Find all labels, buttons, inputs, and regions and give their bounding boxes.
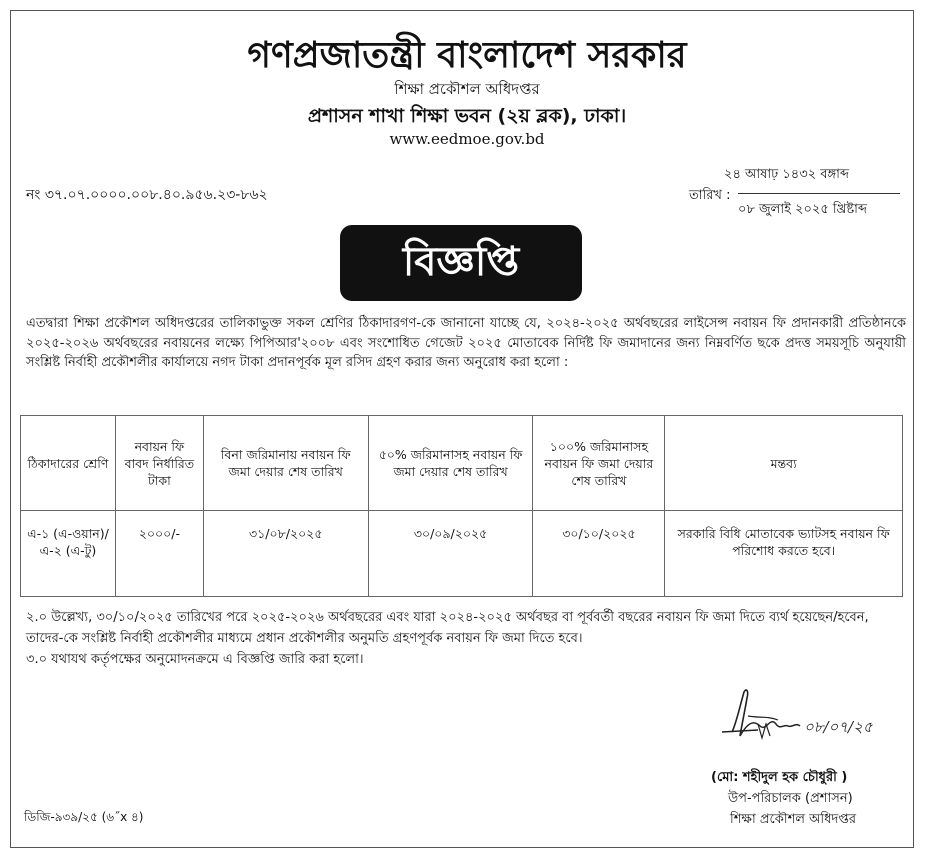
date-gregorian: ০৮ জুলাই ২০২৫ খ্রিষ্টাব্দ [738,202,868,217]
cell-deadline-no-fine: ৩১/০৮/২০২৫ [203,511,368,597]
header-remarks: মন্তব্য [665,416,903,511]
paragraph-intro: এতদ্বারা শিক্ষা প্রকৌশল অধিদপ্তরের তালিকাভুক্ত সকল শ্রেণির ঠিকাদারগণ-কে জানানো যাচ্ছে যে, ২০২৪-২০২৫ অর্থবছরের লাইসেন্স নবায়ন ফি প্রদানকারী প্রতিষ্ঠানকে ২০২৫-২০২৬ অর্থবছরের নবায়নের লক্ষ্যে পিপিআর'২০০৮ এবং সংশোধিত গেজেট ২০২৫ মোতাবেক নির্দিষ্ট ফি জমাদানের জন্য নিম্নবর্ণিত ছকে প্রদত্ত সময়সূচি অনুযায়ী সংশ্লিষ্ট নির্বাহী প্রকৌশলীর কার্যালয়ে নগদ টাকা প্রদানপূর্বক মূল রসিদ গ্রহণ করার জন্য অনুরোধ করা হলো : [26,316,906,370]
website-link[interactable]: www.eedmoe.gov.bd [389,130,545,148]
date-label: তারিখ : [689,188,731,203]
paragraph-two: ২.০ উল্লেখ্য, ৩০/১০/২০২৫ তারিখের পরে ২০২৫-২০২৬ অর্থবছরের এবং যারা ২০২৪-২০২৫ অর্থবছর বা পূর্ববর্তী বছরের নবায়ন ফি জমা দিতে ব্যর্থ হয়েছেন/হবেন, তাদের-কে সংশ্লিষ্ট নির্বাহী প্রকৌশলীর মাধ্যমে প্রধান প্রকৌশলীর অনুমতি গ্রহণপূর্বক নবায়ন ফি জমা দিতে হবে। [26,610,869,646]
cell-contractor-class: এ-১ (এ-ওয়ান)/ এ-২ (এ-টু) [21,511,116,597]
cell-deadline-50-fine: ৩০/০৯/২০২৫ [368,511,533,597]
signer-organization: শিক্ষা প্রকৌশল অধিদপ্তর [730,812,857,827]
fee-schedule-table [20,415,903,597]
header-deadline-50-fine: ৫০% জরিমানাসহ নবায়ন ফি জমা দেয়ার শেষ তারিখ [368,416,533,511]
date-bangla: ২৪ আষাঢ় ১৪৩২ বঙ্গাব্দ [724,167,850,182]
signer-designation: উপ-পরিচালক (প্রশাসন) [728,791,853,806]
table-row [21,511,903,597]
memo-number: নং ৩৭.০৭.০০০০.০০৮.৪০.৯৫৬.২৩-৮৬২ [26,187,268,203]
notice-title: বিজ্ঞপ্তি [402,238,520,285]
paragraph-body [26,607,906,670]
cell-remarks: সরকারি বিধি মোতাবেক ভ্যাটসহ নবায়ন ফি পরিশোধ করতে হবে। [665,511,903,597]
table-header-row [21,416,903,511]
header-contractor-class: ঠিকাদারের শ্রেণি [21,416,116,511]
handwritten-signature [718,686,898,752]
header-deadline-no-fine: বিনা জরিমানায় নবায়ন ফি জমা দেয়ার শেষ তারিখ [203,416,368,511]
notice-title-box [340,225,582,301]
header-deadline-100-fine: ১০০% জরিমানাসহ নবায়ন ফি জমা দেয়ার শেষ তারিখ [533,416,665,511]
paragraph-three: ৩.০ যথাযথ কর্তৃপক্ষের অনুমোদনক্রমে এ বিজ্ঞপ্তি জারি করা হলো। [26,652,364,667]
header-fee-amount: নবায়ন ফি বাবদ নির্ধারিত টাকা [115,416,203,511]
cell-fee-amount: ২০০০/- [115,511,203,597]
cell-deadline-100-fine: ৩০/১০/২০২৫ [533,511,665,597]
signer-name: (মো: শহীদুল হক চৌধুরী ) [711,770,848,785]
footer-code: ডিজি-৯৩৯/২৫ (৬˝x ৪) [24,810,144,824]
signature-date: ০৮/০৭/২৫ [804,718,873,736]
department-name: শিক্ষা প্রকৌশল অধিদপ্তর [394,80,540,98]
date-divider [738,193,900,194]
government-title: গণপ্রজাতন্ত্রী বাংলাদেশ সরকার [247,35,687,76]
office-address: প্রশাসন শাখা শিক্ষা ভবন (২য় ব্লক), ঢাকা। [307,105,627,127]
